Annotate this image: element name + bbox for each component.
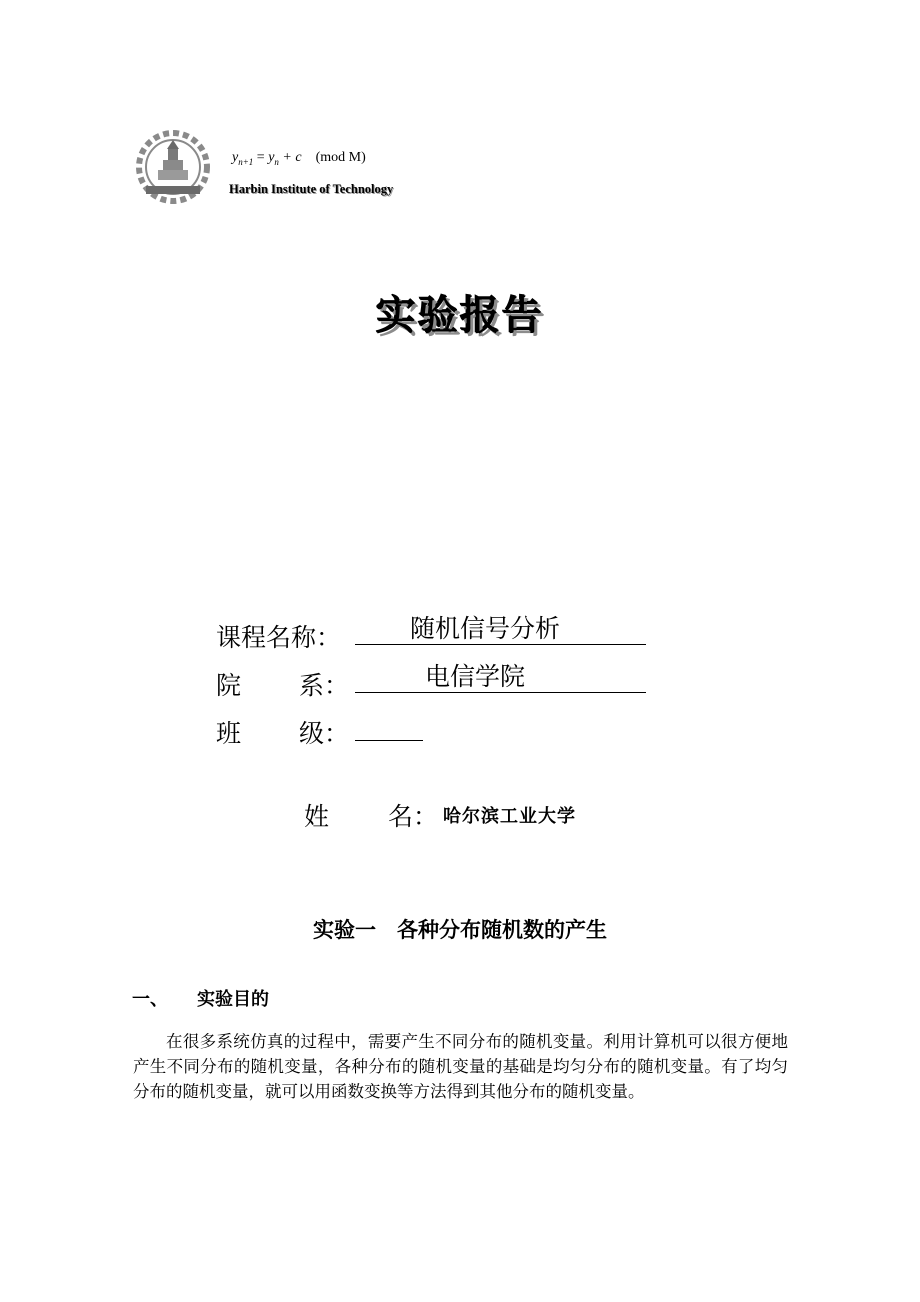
class-label-b: 级： — [299, 719, 350, 748]
section-title: 实验目的 — [197, 989, 269, 1010]
class-value-field — [355, 710, 423, 741]
class-label-a: 班 — [216, 719, 242, 748]
department-label-a: 院 — [216, 671, 242, 700]
section-paragraph: 在很多系统仿真的过程中，需要产生不同分布的随机变量。利用计算机可以很方便地产生不同分布的随机变量，各种分布的随机变量的基础是均匀分布的随机变量。有了均匀分布的随机变量，就可以用函数变换等方法得到其他分布的随机变量。 — [133, 1032, 788, 1101]
hit-emblem-icon — [136, 130, 210, 204]
institution-name: Harbin Institute of Technology — [229, 182, 394, 196]
name-label-b: 名： — [388, 802, 439, 831]
formula-mod: (mod M) — [315, 150, 366, 165]
department-value: 电信学院 — [425, 662, 526, 691]
name-value: 哈尔滨工业大学 — [443, 806, 576, 827]
department-value-field — [355, 662, 646, 693]
course-value-field — [355, 614, 646, 645]
name-label-a: 姓 — [304, 802, 330, 831]
experiment-title: 实验一 各种分布随机数的产生 — [313, 918, 607, 942]
logo-year: 1920 — [166, 180, 180, 186]
department-label-b: 系： — [299, 671, 350, 700]
course-label: 课程名称： — [216, 623, 342, 652]
formula: $y_{n+1} = y_n + c$ (mod M) — [232, 150, 366, 167]
section-number: 一、 — [132, 989, 168, 1010]
course-value: 随机信号分析 — [410, 614, 561, 643]
report-title: 实验报告 — [376, 293, 544, 339]
